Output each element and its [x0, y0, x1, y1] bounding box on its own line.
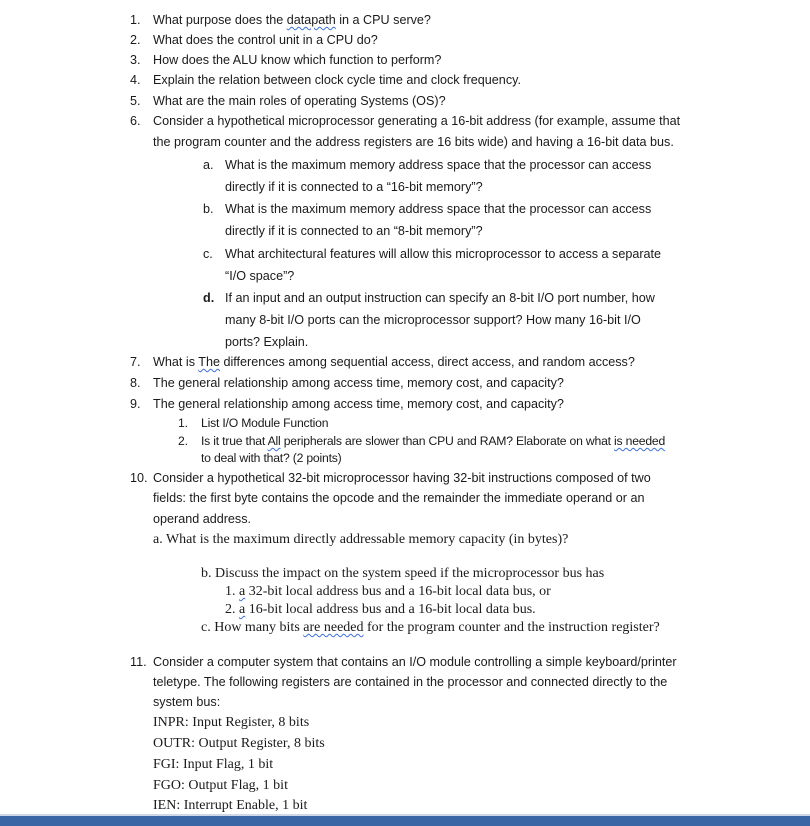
q8-number: 8. [130, 376, 141, 390]
q7-text-post: differences among sequential access, direct access, and random access? [219, 355, 635, 369]
q6a-number: a. [203, 158, 214, 172]
q1-text-pre: What purpose does the [153, 13, 287, 27]
q10b1-post: 32-bit local address bus and a 16-bit local data bus, or [245, 584, 551, 599]
q9-sub1-number: 1. [178, 416, 188, 430]
q10b2-spellcheck: a [239, 602, 246, 617]
q11-line-1: Consider a computer system that contains an I/O module controlling a simple keyboard/printer [153, 655, 677, 669]
q10-number: 10. [130, 471, 148, 485]
q6a-line-1: What is the maximum memory address space that the processor can access [225, 158, 652, 172]
q9-sub2-spellcheck-2: is needed [614, 434, 666, 448]
q9-sub2-pre: Is it true that [201, 434, 268, 448]
window-bottom-bar [0, 816, 810, 826]
q9-number: 9. [130, 397, 141, 411]
q9-text: The general relationship among access time, memory cost, and capacity? [153, 397, 564, 411]
q10b-text: b. Discuss the impact on the system speed if the microprocessor bus has [201, 566, 605, 581]
q6b-number: b. [203, 202, 214, 216]
q6d-line-3: ports? Explain. [225, 335, 309, 349]
q11-register-4: FGO: Output Flag, 1 bit [153, 778, 288, 793]
q6-number: 6. [130, 114, 141, 128]
q10b2-text [225, 602, 536, 618]
q9-sub2-line-2: to deal with that? (2 points) [201, 451, 342, 465]
q9-sub2-line-1 [201, 433, 665, 449]
q6d-number: d. [203, 291, 215, 305]
q10b1-spellcheck: a [239, 584, 246, 599]
q11-register-5: IEN: Interrupt Enable, 1 bit [153, 798, 308, 813]
q3-text: How does the ALU know which function to perform? [153, 53, 442, 67]
q6b-line-1: What is the maximum memory address space that the processor can access [225, 202, 652, 216]
q6d-line-2: many 8-bit I/O ports can the microprocessor support? How many 16-bit I/O [225, 313, 641, 327]
q4-number: 4. [130, 73, 141, 87]
q9-sub2-number: 2. [178, 434, 188, 448]
q9-sub2-mid: peripherals are slower than CPU and RAM? Elaborate on what [280, 434, 615, 448]
q11-line-3: system bus: [153, 695, 221, 709]
q11-number: 11. [130, 655, 147, 669]
q6-line-1: Consider a hypothetical microprocessor generating a 16-bit address (for example, assume that [153, 114, 681, 128]
q7-number: 7. [130, 355, 141, 369]
q10c-spellcheck: are needed [303, 620, 364, 635]
q11-register-2: OUTR: Output Register, 8 bits [153, 736, 325, 751]
q2-text: What does the control unit in a CPU do? [153, 33, 378, 47]
q7-text [153, 354, 635, 370]
q10b1-text [225, 584, 551, 600]
q6-line-2: the program counter and the address registers are 16 bits wide) and having a 16-bit data bus. [153, 135, 674, 149]
q9-sub1-text: List I/O Module Function [201, 416, 329, 430]
q10a-text: a. What is the maximum directly addressable memory capacity (in bytes)? [153, 532, 569, 547]
q5-number: 5. [130, 94, 141, 108]
q4-text: Explain the relation between clock cycle time and clock frequency. [153, 73, 521, 87]
q3-number: 3. [130, 53, 141, 67]
q10c-post: for the program counter and the instruction register? [363, 620, 660, 635]
q2-number: 2. [130, 33, 141, 47]
q11-register-1: INPR: Input Register, 8 bits [153, 715, 310, 730]
q6c-line-2: “I/O space”? [225, 269, 295, 283]
q6d-line-1: If an input and an output instruction can specify an 8-bit I/O port number, how [225, 291, 655, 305]
q6c-line-1: What architectural features will allow this microprocessor to access a separate [225, 247, 662, 261]
q10b2-pre: 2. [225, 602, 239, 617]
q10-line-3: operand address. [153, 512, 252, 526]
q1-number: 1. [130, 13, 141, 27]
q6c-number: c. [203, 247, 213, 261]
q6a-line-2: directly if it is connected to a “16-bit memory”? [225, 180, 483, 194]
q5-text: What are the main roles of operating Systems (OS)? [153, 94, 446, 108]
q11-register-3: FGI: Input Flag, 1 bit [153, 757, 274, 772]
q10b2-post: 16-bit local address bus and a 16-bit local data bus. [245, 602, 536, 617]
q10c-pre: c. How many bits [201, 620, 304, 635]
q9-sub2-spellcheck-1: All [267, 434, 281, 448]
q7-spellcheck-word: The [198, 355, 220, 369]
q6b-line-2: directly if it is connected to an “8-bit memory”? [225, 224, 483, 238]
q10-line-2: fields: the first byte contains the opcode and the remainder the immediate operand or an [153, 491, 645, 505]
q10b1-pre: 1. [225, 584, 239, 599]
q10-line-1: Consider a hypothetical 32-bit microprocessor having 32-bit instructions composed of two [153, 471, 651, 485]
q10c-text [201, 620, 660, 636]
q7-text-pre: What is [153, 355, 199, 369]
q1-text-post: in a CPU serve? [335, 13, 431, 27]
q8-text: The general relationship among access time, memory cost, and capacity? [153, 376, 564, 390]
q11-line-2: teletype. The following registers are contained in the processor and connected directly to the [153, 675, 668, 689]
q1-spellcheck-word: datapath [286, 13, 336, 27]
q1-text [153, 12, 431, 28]
